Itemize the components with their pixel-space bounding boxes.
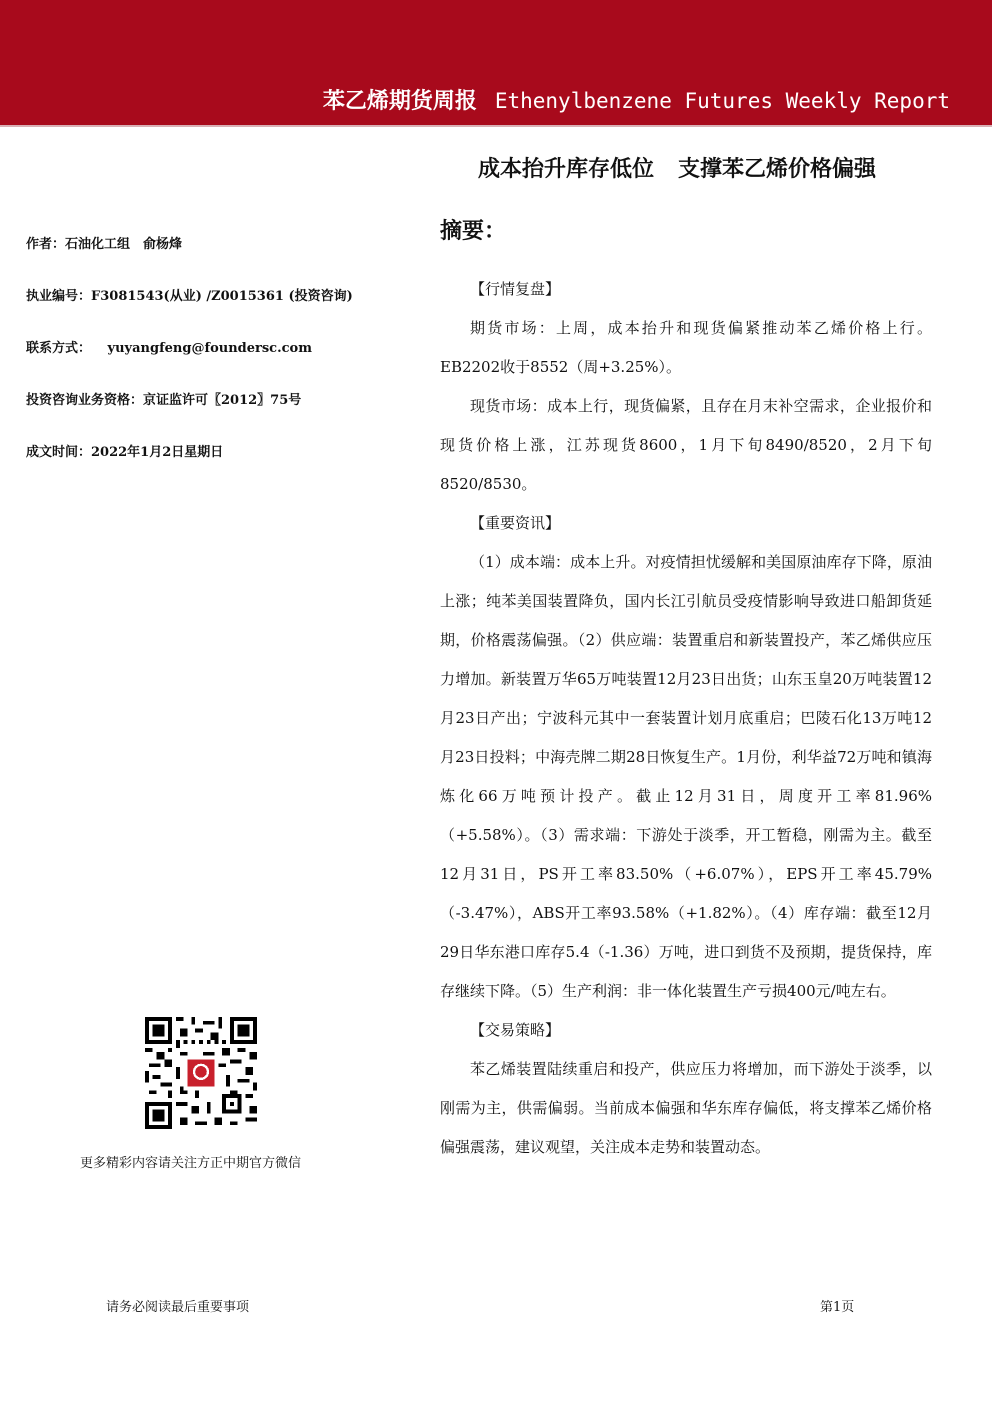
meta-contact-label: 联系方式： — [26, 341, 92, 356]
report-title — [323, 84, 950, 115]
meta-author: 作者：石油化工组 俞杨烽 — [26, 237, 183, 252]
wechat-qr-code — [145, 1017, 257, 1129]
meta-license: 执业编号：F3081543(从业) /Z0015361 (投资咨询) — [26, 289, 353, 304]
paragraph-spot-market: 现货市场：成本上行，现货偏紧，且存在月末补空需求，企业报价和现货价格上涨，江苏现货8600，1月下旬8490/8520，2月下旬8520/8530。 — [440, 397, 932, 493]
report-title-cn: 苯乙烯期货周报 — [322, 89, 477, 114]
headline — [478, 152, 876, 183]
header-banner — [0, 0, 992, 125]
meta-contact — [26, 337, 312, 356]
paragraph-trading-strategy: 苯乙烯装置陆续重启和投产，供应压力将增加，而下游处于淡季，以刚需为主，供需偏弱。当前成本偏强和华东库存偏低，将支撑苯乙烯价格偏强震荡，建议观望，关注成本走势和装置动态。 — [440, 1060, 932, 1156]
summary-heading: 摘要： — [440, 219, 507, 244]
footer-page-number: 第1页 — [820, 1300, 855, 1315]
meta-qualification: 投资咨询业务资格：京证监许可〖2012〗75号 — [26, 393, 302, 408]
report-title-en: Ethenylbenzene Futures Weekly Report — [494, 89, 950, 113]
qr-caption: 更多精彩内容请关注方正中期官方微信 — [80, 1156, 302, 1171]
paragraph-futures-market: 期货市场：上周，成本抬升和现货偏紧推动苯乙烯价格上行。EB2202收于8552（周+3.25%）。 — [440, 319, 932, 376]
section-key-news: 【重要资讯】 — [470, 514, 561, 532]
headline-part2: 支撑苯乙烯价格偏强 — [678, 157, 877, 182]
paragraph-key-news: （1）成本端：成本上升。对疫情担忧缓解和美国原油库存下降，原油上涨；纯苯美国装置降负，国内长江引航员受疫情影响导致进口船卸货延期，价格震荡偏强。（2）供应端：装置重启和新装置投产，苯乙烯供应压力增加。新装置万华65万吨装置12月23日出货；山东玉皇20万吨装置12月23日产出；宁波科元其中一套装置计划月底重启；巴陵石化13万吨12月23日投料；中海壳牌二期28日恢复生产。1月份，利华益72万吨和镇海炼化66万吨预计投产。截止12月31日，周度开工率81.96%（+5.58%）。（3）需求端：下游处于淡季，开工暂稳，刚需为主。截至12月31日，PS开工率83.50%（+6.07%），EPS开工率45.79%（-3.47%），ABS开工率93.58%（+1.82%）。（4）库存端：截至12月29日华东港口库存5.4（-1.36）万吨，进口到货不及预期，提货保持，库存继续下降。（5）生产利润：非一体化装置生产亏损400元/吨左右。 — [440, 553, 932, 1000]
headline-part1: 成本抬升库存低位 — [478, 157, 655, 182]
section-market-review: 【行情复盘】 — [470, 280, 561, 298]
footer-notice: 请务必阅读最后重要事项 — [106, 1300, 250, 1315]
banner-divider — [0, 125, 992, 127]
summary-body — [440, 270, 932, 1167]
meta-date: 成文时间：2022年1月2日星期日 — [26, 445, 224, 460]
meta-contact-email[interactable]: yuyangfeng@foundersc.com — [107, 341, 312, 356]
section-trading-strategy: 【交易策略】 — [470, 1021, 561, 1039]
